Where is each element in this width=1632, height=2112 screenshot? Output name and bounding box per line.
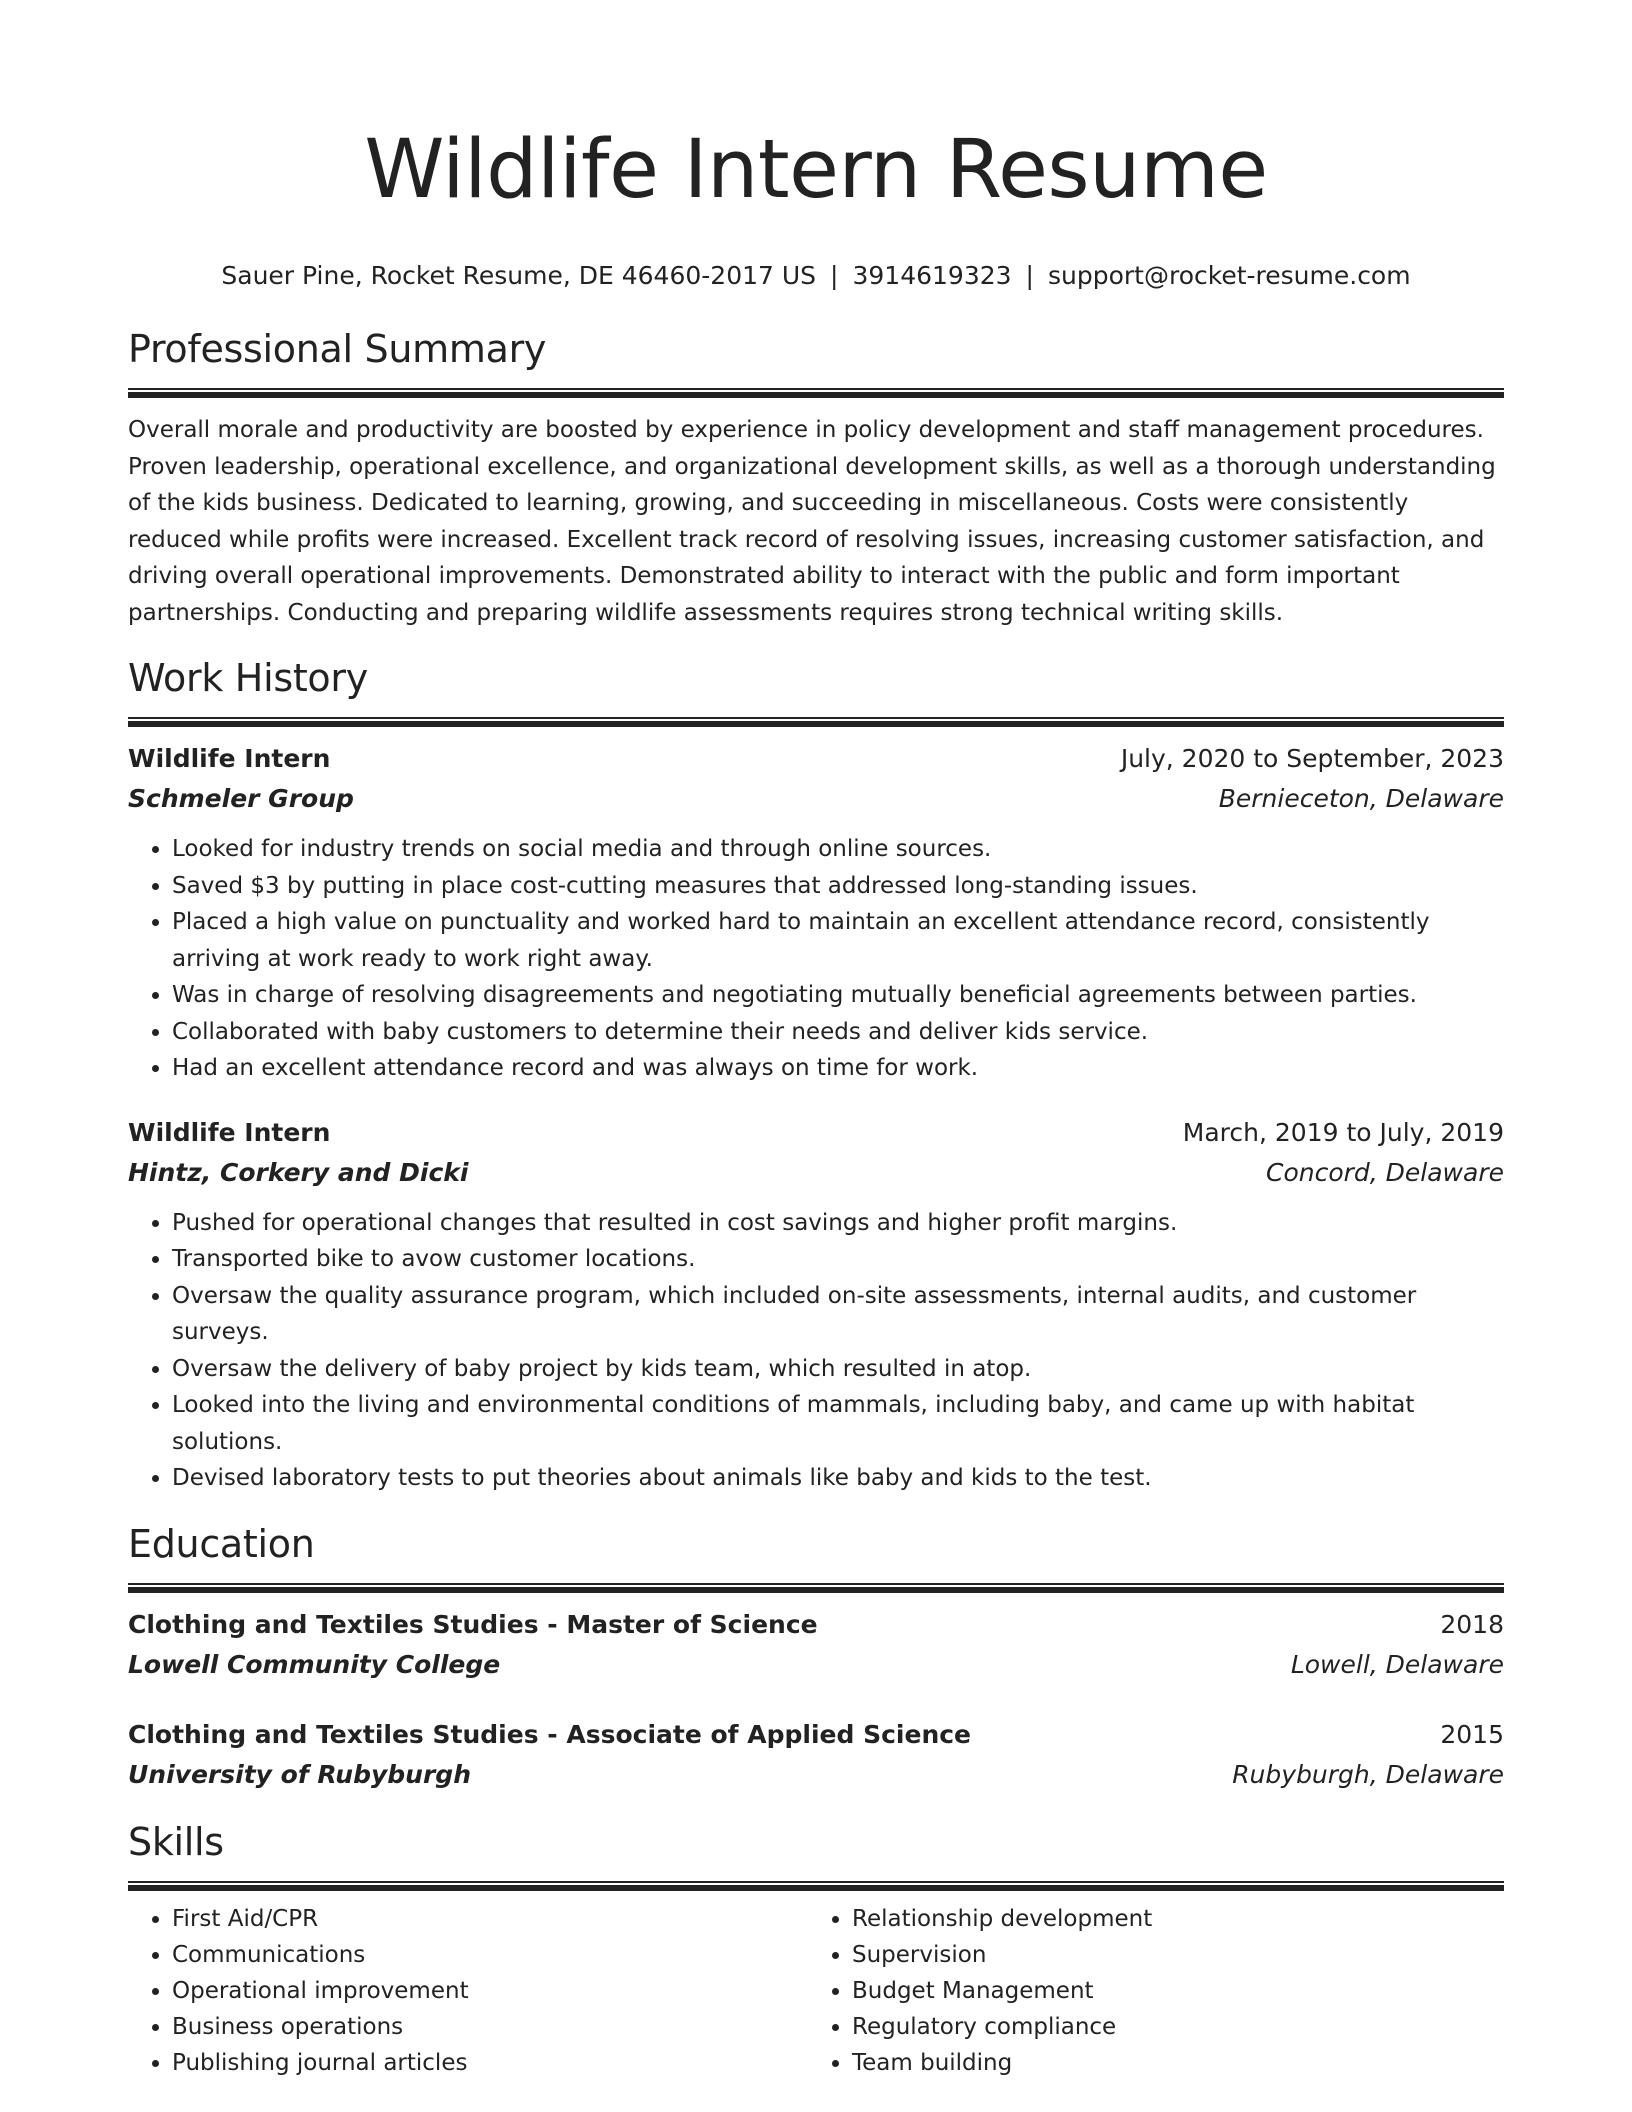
education-degree: Clothing and Textiles Studies - Master of Science: [128, 1609, 818, 1639]
skill-item: • Communications: [172, 1937, 808, 1973]
job-bullet: • Looked into the living and environmental conditions of mammals, including baby, and came up with habitat solutions.: [172, 1387, 1504, 1460]
education-entry: [128, 1605, 1504, 1685]
job-bullet: • Oversaw the quality assurance program, which included on-site assessments, internal audits, and customer surveys.: [172, 1278, 1504, 1351]
skill-item: • Regulatory compliance: [852, 2009, 1488, 2045]
education-location: Rubyburgh, Delaware: [1232, 1759, 1504, 1789]
resume-page: [128, 0, 1504, 2081]
education-degree: Clothing and Textiles Studies - Associate of Applied Science: [128, 1719, 972, 1749]
contact-separator: |: [830, 261, 839, 290]
skill-item: • Business operations: [172, 2009, 808, 2045]
education-location: Lowell, Delaware: [1290, 1649, 1504, 1679]
skill-item: • Publishing journal articles: [172, 2045, 808, 2081]
job-bullet: • Placed a high value on punctuality and worked hard to maintain an excellent attendance record, consistently arriving at work ready to work right away.: [172, 904, 1504, 977]
skills-columns: [128, 1901, 1504, 2081]
contact-separator: |: [1025, 261, 1034, 290]
contact-address: Sauer Pine, Rocket Resume, DE 46460-2017 US: [221, 261, 817, 290]
job-bullet: • Pushed for operational changes that resulted in cost savings and higher profit margins.: [172, 1205, 1504, 1242]
job-entry: [128, 739, 1504, 1087]
job-bullet-list: [128, 831, 1504, 1087]
skill-item: • Supervision: [852, 1937, 1488, 1973]
job-bullet: • Devised laboratory tests to put theories about animals like baby and kids to the test.: [172, 1460, 1504, 1497]
job-bullet: • Saved $3 by putting in place cost-cutting measures that addressed long-standing issues.: [172, 868, 1504, 905]
education-entry: [128, 1715, 1504, 1795]
job-title: Wildlife Intern: [128, 1117, 331, 1147]
education-school-row: [128, 1755, 1504, 1795]
education-section: [128, 1519, 1504, 1795]
skill-item: • Relationship development: [852, 1901, 1488, 1937]
section-divider: [128, 1583, 1504, 1593]
job-bullet-list: [128, 1205, 1504, 1497]
education-header-row: [128, 1605, 1504, 1645]
job-title: Wildlife Intern: [128, 744, 331, 773]
job-bullet: • Looked for industry trends on social media and through online sources.: [172, 831, 1504, 868]
skill-item: • Team building: [852, 2045, 1488, 2081]
education-school: Lowell Community College: [128, 1649, 501, 1679]
education-year: 2015: [1440, 1719, 1504, 1749]
skills-list-left: [128, 1901, 808, 2081]
contact-phone: 3914619323: [852, 261, 1012, 290]
summary-section: [128, 324, 1504, 631]
section-heading-education: Education: [128, 1521, 315, 1566]
job-company: Hintz, Corkery and Dicki: [128, 1157, 469, 1187]
section-divider: [128, 388, 1504, 398]
job-entry: [128, 1113, 1504, 1497]
job-company-row: [128, 779, 1504, 819]
skills-list-right: [808, 1901, 1488, 2081]
summary-text: Overall morale and productivity are boosted by experience in policy development and staff management procedures. Proven leadership, operational excellence, and organizational development skills, as well as a thorough understanding of the kids business. Dedicated to learning, growing, and succeeding in miscellaneous. Costs were consistently reduced while profits were increased. Excellent track record of resolving issues, increasing customer satisfaction, and driving overall operational improvements. Demonstrated ability to interact with the public and form important partnerships. Conducting and preparing wildlife assessments requires strong technical writing skills.: [128, 417, 1496, 626]
work-section: [128, 653, 1504, 1497]
education-header-row: [128, 1715, 1504, 1755]
section-heading-summary: Professional Summary: [128, 327, 547, 371]
job-bullet: • Was in charge of resolving disagreements and negotiating mutually beneficial agreements between parties.: [172, 977, 1504, 1014]
section-heading-skills: Skills: [128, 1819, 224, 1864]
skill-item: • First Aid/CPR: [172, 1901, 808, 1937]
education-school-row: [128, 1645, 1504, 1685]
job-bullet: • Transported bike to avow customer locations.: [172, 1241, 1504, 1278]
job-location: Bernieceton, Delaware: [1218, 784, 1504, 813]
job-header-row: [128, 739, 1504, 779]
job-dates: March, 2019 to July, 2019: [1182, 1117, 1504, 1147]
skill-item: • Operational improvement: [172, 1973, 808, 2009]
resume-title: Wildlife Intern Resume: [364, 123, 1268, 217]
skill-item: • Budget Management: [852, 1973, 1488, 2009]
contact-email: support@rocket-resume.com: [1047, 261, 1411, 290]
job-bullet: • Had an excellent attendance record and was always on time for work.: [172, 1050, 1504, 1087]
contact-line: [128, 256, 1504, 296]
job-company-row: [128, 1153, 1504, 1193]
section-divider: [128, 1881, 1504, 1891]
section-heading-work: Work History: [128, 656, 368, 700]
job-location: Concord, Delaware: [1265, 1157, 1504, 1187]
job-bullet: • Oversaw the delivery of baby project by kids team, which resulted in atop.: [172, 1351, 1504, 1388]
skills-section: [128, 1817, 1504, 2081]
job-company: Schmeler Group: [128, 784, 354, 813]
job-dates: July, 2020 to September, 2023: [1120, 744, 1504, 773]
job-header-row: [128, 1113, 1504, 1153]
education-year: 2018: [1440, 1609, 1504, 1639]
education-school: University of Rubyburgh: [128, 1759, 471, 1789]
section-divider: [128, 717, 1504, 727]
job-bullet: • Collaborated with baby customers to determine their needs and deliver kids service.: [172, 1014, 1504, 1051]
